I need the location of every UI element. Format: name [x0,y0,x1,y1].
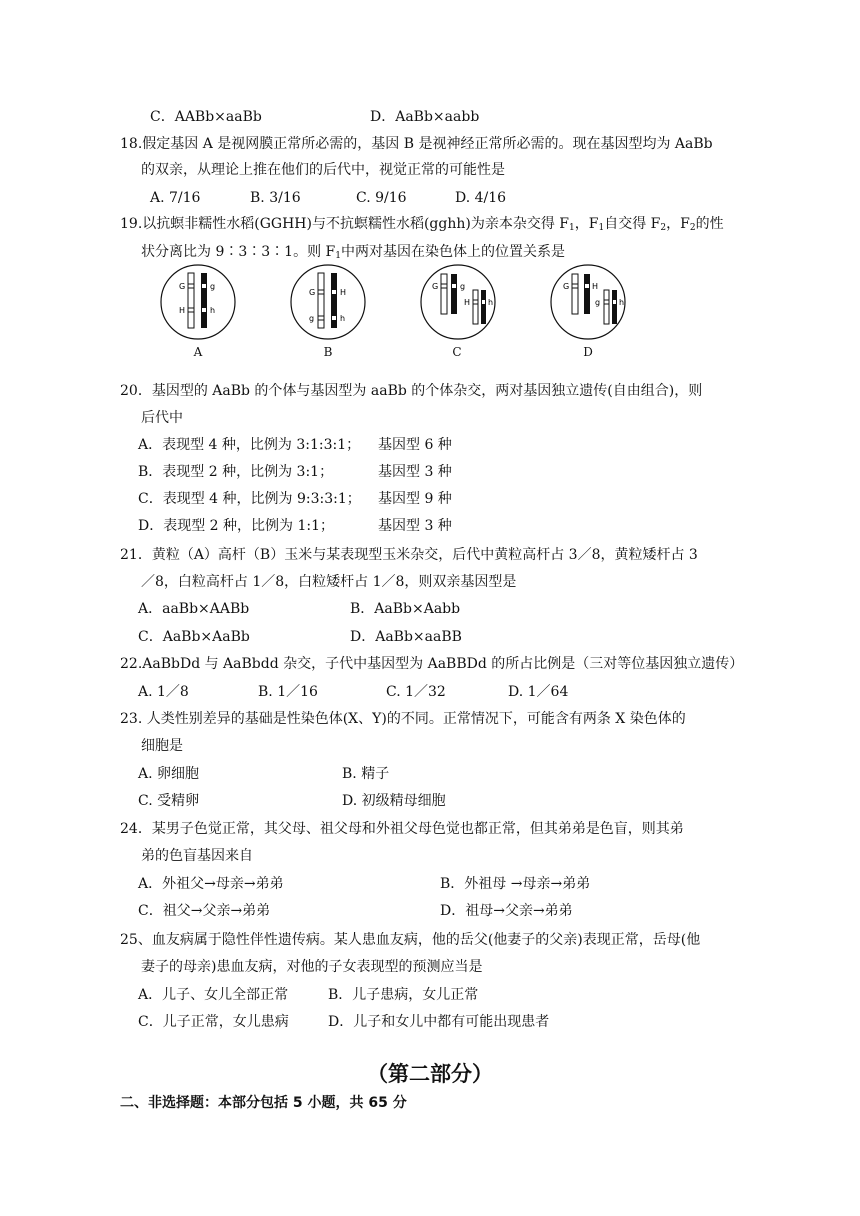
gene-label-h: h [619,298,625,307]
q23-option-a: A. 卵细胞 [138,766,200,782]
q23-option-b: B. 精子 [342,766,390,782]
q17-option-d: D．AaBb×aabb [370,109,480,125]
q19-stem-line2: 状分离比为 9∶3∶3∶1。则 $F_1$中两对基因在染色体上的位置关系是 [141,244,565,261]
gene-label-G: G [432,282,439,291]
q18-stem-line1: 18.假定基因 A 是视网膜正常所必需的，基因 B 是视神经正常所必需的。现在基因型均为 AaBb [120,136,713,152]
q25-option-b: B．儿子患病，女儿正常 [328,987,479,1003]
q22-stem-line1: 22.AaBbDd 与 AaBbdd 杂交，子代中基因型为 AaBBDd 的所占比例是（三对等位基因独立遗传） [120,656,744,672]
q19-label-c: C [452,345,462,359]
q25-option-a: A．儿子、女儿全部正常 [138,987,289,1003]
q20-option-c-genotype: 基因型 9 种 [378,491,452,507]
q20-option-a-genotype: 基因型 6 种 [378,437,452,453]
q25-stem-line2: 妻子的母亲)患血友病，对他的子女表现型的预测应当是 [141,959,483,975]
gene-label-g: g [460,282,466,291]
gene-label-G: G [563,282,570,291]
q22-option-c: C. 1／32 [386,684,446,700]
gene-label-G: G [309,288,316,297]
gene-label-h: h [340,314,346,323]
q21-option-a: A．aaBb×AABb [138,601,250,617]
gene-label-H: H [340,288,347,297]
q18-stem-line2: 的双亲，从理论上推在他们的后代中，视觉正常的可能性是 [141,162,505,178]
q21-stem-line1: 21．黄粒（A）高杆（B）玉米与某表现型玉米杂交，后代中黄粒高杆占 3／8，黄粒矮杆占 3 [120,547,698,563]
q25-option-d: D．儿子和女儿中都有可能出现患者 [328,1014,550,1030]
gene-label-H: H [179,306,186,315]
q23-stem-line2: 细胞是 [141,738,183,754]
q24-stem-line2: 弟的色盲基因来自 [141,848,253,864]
gene-label-g: g [309,314,315,323]
q23-stem-line1: 23. 人类性别差异的基础是性染色体(X、Y)的不同。正常情况下，可能含有两条 X 染色体的 [120,711,686,727]
q20-option-d: D．表现型 2 种，比例为 1:1； [138,518,335,534]
q17-option-c: C．AABb×aaBb [150,109,262,125]
q21-option-b: B．AaBb×Aabb [350,601,461,617]
q20-stem-line1: 20．基因型的 AaBb 的个体与基因型为 aaBb 的个体杂交，两对基因独立遗传(自由组合)，则 [120,383,703,399]
q18-option-d: D. 4/16 [455,190,507,206]
gene-label-h: h [210,306,216,315]
q20-option-b: B．表现型 2 种，比例为 3:1； [138,464,334,480]
q19-diagram-b [288,262,368,342]
q24-option-c: C．祖父→父亲→弟弟 [138,903,271,919]
q18-option-c: C. 9/16 [356,190,407,206]
gene-label-h: h [488,298,494,307]
q19-label-d: D [583,345,593,359]
q23-option-c: C. 受精卵 [138,793,200,809]
q20-option-d-genotype: 基因型 3 种 [378,518,452,534]
q24-option-b: B．外祖母 →母亲→弟弟 [440,876,591,892]
q18-option-b: B. 3/16 [250,190,301,206]
q19-label-a: A [193,345,203,359]
q21-stem-line2: ／8，白粒高杆占 1／8，白粒矮杆占 1／8，则双亲基因型是 [141,574,517,590]
q18-option-a: A. 7/16 [150,190,201,206]
q20-stem-line2: 后代中 [141,410,183,426]
q22-option-b: B. 1／16 [258,684,318,700]
q21-option-d: D．AaBb×aaBB [350,629,462,645]
q25-option-c: C．儿子正常，女儿患病 [138,1014,289,1030]
gene-label-g: g [210,282,216,291]
q23-option-d: D. 初级精母细胞 [342,793,446,809]
gene-label-g: g [595,298,601,307]
gene-label-H: H [464,298,471,307]
q25-stem-line1: 25、血友病属于隐性伴性遗传病。某人患血友病，他的岳父(他妻子的父亲)表现正常，岳母(他 [120,932,701,948]
section-title: 二、非选择题：本部分包括 5 小题，共 65 分 [120,1095,407,1111]
q20-option-a: A．表现型 4 种，比例为 3:1:3:1； [138,437,361,453]
q20-option-b-genotype: 基因型 3 种 [378,464,452,480]
q19-diagram-c [418,262,498,342]
q24-stem-line1: 24．某男子色觉正常，其父母、祖父母和外祖父母色觉也都正常，但其弟弟是色盲，则其弟 [120,821,684,837]
q24-option-d: D．祖母→父亲→弟弟 [440,903,573,919]
q19-stem-line1: 19.以抗螟非糯性水稻(GGHH)与不抗螟糯性水稻(gghh)为亲本杂交得 $F_1$，$F_1$自交得 $F_2$，$F_2$的性 [120,216,724,233]
q19-diagram-a [158,262,238,342]
part-two-heading: （第二部分） [367,1062,493,1086]
q24-option-a: A．外祖父→母亲→弟弟 [138,876,284,892]
gene-label-G: G [179,282,186,291]
gene-label-H: H [592,282,599,291]
q19-diagram-d [548,262,628,342]
q22-option-d: D. 1／64 [508,684,569,700]
q21-option-c: C．AaBb×AaBb [138,629,250,645]
q20-option-c: C．表现型 4 种，比例为 9:3:3:1； [138,491,361,507]
q19-label-b: B [323,345,333,359]
q22-option-a: A. 1／8 [138,684,189,700]
